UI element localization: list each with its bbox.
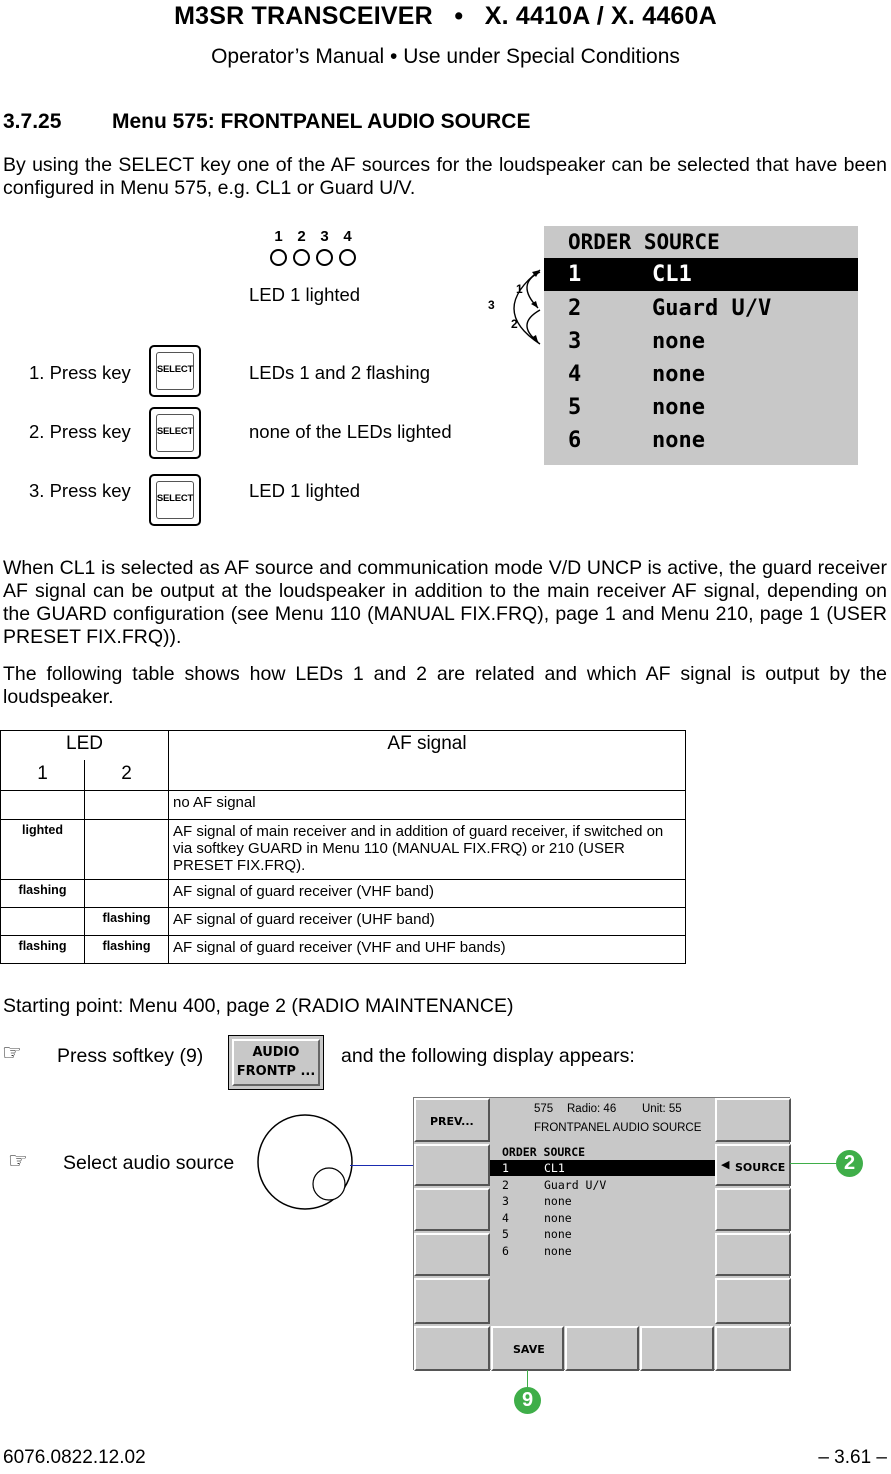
section-number: 3.7.25 <box>3 110 62 133</box>
cell-led2: flashing <box>85 936 169 964</box>
select-key-step-2[interactable] <box>149 407 201 459</box>
section-title: Menu 575: FRONTPANEL AUDIO SOURCE <box>112 110 531 133</box>
table-subheader-led2: 2 <box>85 760 169 791</box>
instruction-press-softkey: Press softkey (9) <box>57 1045 204 1067</box>
cell-led2 <box>85 880 169 908</box>
cell-af-signal: AF signal of guard receiver (VHF band) <box>169 880 686 908</box>
list-row-5-num[interactable]: 5 <box>502 1227 509 1241</box>
select-key-label: SELECT <box>156 364 194 375</box>
right-softkey-4[interactable] <box>715 1233 791 1276</box>
order-row-5-name: none <box>652 395 705 420</box>
footer-page-number: – 3.61 – <box>818 1447 887 1468</box>
source-softkey[interactable] <box>715 1144 791 1186</box>
table-header-row <box>1 731 686 760</box>
list-row-6-num[interactable]: 6 <box>502 1244 509 1258</box>
prev-key-label: PREV... <box>430 1115 474 1128</box>
radio-screen <box>413 1097 790 1370</box>
select-key-label: SELECT <box>156 426 194 437</box>
pointing-hand-icon: ☞ <box>2 1040 22 1065</box>
list-row-2-name[interactable]: Guard U/V <box>544 1178 607 1192</box>
callout-line-source <box>790 1163 838 1164</box>
cell-af-signal: no AF signal <box>169 791 686 820</box>
led-number-3: 3 <box>320 228 329 245</box>
bottom-softkey-4[interactable] <box>640 1326 714 1371</box>
right-softkey-5[interactable] <box>715 1278 791 1324</box>
step-1-result: LEDs 1 and 2 flashing <box>249 362 431 383</box>
list-row-4-num[interactable]: 4 <box>502 1211 509 1225</box>
left-arrow-icon: ◀ <box>721 1159 730 1171</box>
source-key-label: SOURCE <box>735 1161 786 1174</box>
footer-doc-number: 6076.0822.12.02 <box>3 1447 146 1468</box>
led-2 <box>293 249 310 266</box>
order-source-title: ORDER SOURCE <box>568 230 720 254</box>
step-2-result: none of the LEDs lighted <box>249 421 452 442</box>
save-softkey[interactable] <box>491 1326 564 1371</box>
cell-led2: flashing <box>85 908 169 936</box>
callout-line-save <box>527 1370 528 1388</box>
cell-led1: flashing <box>1 880 85 908</box>
cycle-arrows-diagram <box>480 262 550 352</box>
table-header-led: LED <box>1 731 169 760</box>
list-row-3-name[interactable]: none <box>544 1194 572 1208</box>
step-3-label: 3. Press key <box>29 480 131 501</box>
list-title: ORDER SOURCE <box>502 1145 586 1159</box>
source-list <box>490 1142 715 1326</box>
table-header-af-signal: AF signal <box>169 731 686 791</box>
list-row-2-num[interactable]: 2 <box>502 1178 509 1192</box>
rotary-knob[interactable] <box>255 1112 355 1212</box>
arrow-label-2: 2 <box>511 317 518 331</box>
order-row-4-num: 4 <box>568 362 582 387</box>
cell-led2 <box>85 820 169 880</box>
callout-badge-source: 2 <box>836 1150 863 1177</box>
bottom-softkey-5[interactable] <box>715 1326 791 1371</box>
table-row <box>1 791 686 820</box>
order-row-1-name: CL1 <box>652 262 692 287</box>
select-key-label: SELECT <box>156 493 194 504</box>
menu-number: 575 <box>534 1103 554 1115</box>
led-af-signal-table <box>0 730 686 964</box>
order-row-2-num: 2 <box>568 296 582 321</box>
list-row-4-name[interactable]: none <box>544 1211 572 1225</box>
starting-point-text: Starting point: Menu 400, page 2 (RADIO MAINTENANCE) <box>3 995 514 1017</box>
menu-title: FRONTPANEL AUDIO SOURCE <box>534 1122 702 1134</box>
right-softkey-1[interactable] <box>715 1098 791 1142</box>
led-4 <box>339 249 356 266</box>
order-row-6-name: none <box>652 428 705 453</box>
cell-led1: flashing <box>1 936 85 964</box>
order-row-5-num: 5 <box>568 395 582 420</box>
step-3-result: LED 1 lighted <box>249 480 361 501</box>
select-key-step-3[interactable] <box>149 474 201 526</box>
intro-paragraph: By using the SELECT key one of the AF sources for the loudspeaker can be selected that have been configured in Menu 575, e.g. CL1 or Guard U/V. <box>3 154 887 199</box>
arrow-label-1: 1 <box>516 282 523 296</box>
cell-af-signal: AF signal of guard receiver (UHF band) <box>169 908 686 936</box>
save-key-label: SAVE <box>513 1343 545 1356</box>
left-softkey-5[interactable] <box>414 1278 490 1324</box>
select-key-step-1[interactable] <box>149 345 201 397</box>
table-row <box>1 880 686 908</box>
prev-softkey[interactable] <box>414 1098 490 1142</box>
list-row-1-num[interactable]: 1 <box>502 1161 509 1175</box>
order-row-highlight <box>544 258 858 291</box>
table-row <box>1 936 686 964</box>
left-softkey-4[interactable] <box>414 1233 490 1276</box>
table-row <box>1 908 686 936</box>
led-number-1: 1 <box>274 228 283 245</box>
order-row-6-num: 6 <box>568 428 582 453</box>
left-softkey-2[interactable] <box>414 1144 490 1186</box>
callout-badge-save: 9 <box>514 1387 541 1414</box>
cell-led1 <box>1 908 85 936</box>
bottom-softkey-1[interactable] <box>414 1326 490 1371</box>
list-row-highlight <box>490 1160 715 1176</box>
unit-label: Unit: 55 <box>642 1103 682 1115</box>
order-row-3-name: none <box>652 329 705 354</box>
table-intro-paragraph: The following table shows how LEDs 1 and 2 are related and which AF signal is output by the loudspeaker. <box>3 663 887 708</box>
audio-frontp-softkey[interactable] <box>228 1035 324 1090</box>
cell-af-signal: AF signal of guard receiver (VHF and UHF bands) <box>169 936 686 964</box>
bottom-softkey-3[interactable] <box>565 1326 639 1371</box>
radio-label: Radio: 46 <box>567 1103 617 1115</box>
left-softkey-3[interactable] <box>414 1188 490 1231</box>
list-row-5-name[interactable]: none <box>544 1227 572 1241</box>
order-row-3-num: 3 <box>568 329 582 354</box>
list-row-6-name[interactable]: none <box>544 1244 572 1258</box>
list-row-1-name[interactable]: CL1 <box>544 1161 565 1175</box>
step-2-label: 2. Press key <box>29 421 131 442</box>
instruction-select-audio-source: Select audio source <box>63 1152 235 1174</box>
order-row-1-num: 1 <box>568 262 582 287</box>
order-row-2-name: Guard U/V <box>652 296 772 321</box>
document-subtitle: Operator’s Manual • Use under Special Conditions <box>211 45 680 68</box>
cell-led1: lighted <box>1 820 85 880</box>
led-1 <box>270 249 287 266</box>
table-row <box>1 820 686 880</box>
order-row-4-name: none <box>652 362 705 387</box>
right-softkey-3[interactable] <box>715 1188 791 1231</box>
af-source-paragraph: When CL1 is selected as AF source and communication mode V/D UNCP is active, the guard receiver AF signal can be output at the loudspeaker in addition to the main receiver AF signal, depending on the GUARD configuration (see Menu 110 (MANUAL FIX.FRQ), page 1 and Menu 210, page 1 (USER PRESET FIX.FRQ)). <box>3 557 887 648</box>
step-1-label: 1. Press key <box>29 362 131 383</box>
led-number-2: 2 <box>297 228 306 245</box>
cell-led1 <box>1 791 85 820</box>
knob-connector-line <box>350 1165 414 1166</box>
softkey-label-line1: AUDIO <box>252 1045 300 1060</box>
led-3 <box>316 249 333 266</box>
pointing-hand-icon: ☞ <box>8 1148 28 1173</box>
arrow-label-3: 3 <box>488 298 495 312</box>
led-initial-state: LED 1 lighted <box>249 284 361 305</box>
led-number-4: 4 <box>343 228 352 245</box>
order-source-display <box>544 226 858 465</box>
table-subheader-led1: 1 <box>1 760 85 791</box>
instruction-display-appears: and the following display appears: <box>341 1045 635 1067</box>
document-title: M3SR TRANSCEIVER • X. 4410A / X. 4460A <box>174 2 717 30</box>
softkey-label-line2: FRONTP ... <box>236 1064 316 1079</box>
led-indicator-group <box>270 228 365 273</box>
list-row-3-num[interactable]: 3 <box>502 1194 509 1208</box>
cell-led2 <box>85 791 169 820</box>
cell-af-signal: AF signal of main receiver and in addition of guard receiver, if switched on via softkey GUARD in Menu 110 (MANUAL FIX.FRQ) or 210 (USER PRESET FIX.FRQ). <box>169 820 686 880</box>
